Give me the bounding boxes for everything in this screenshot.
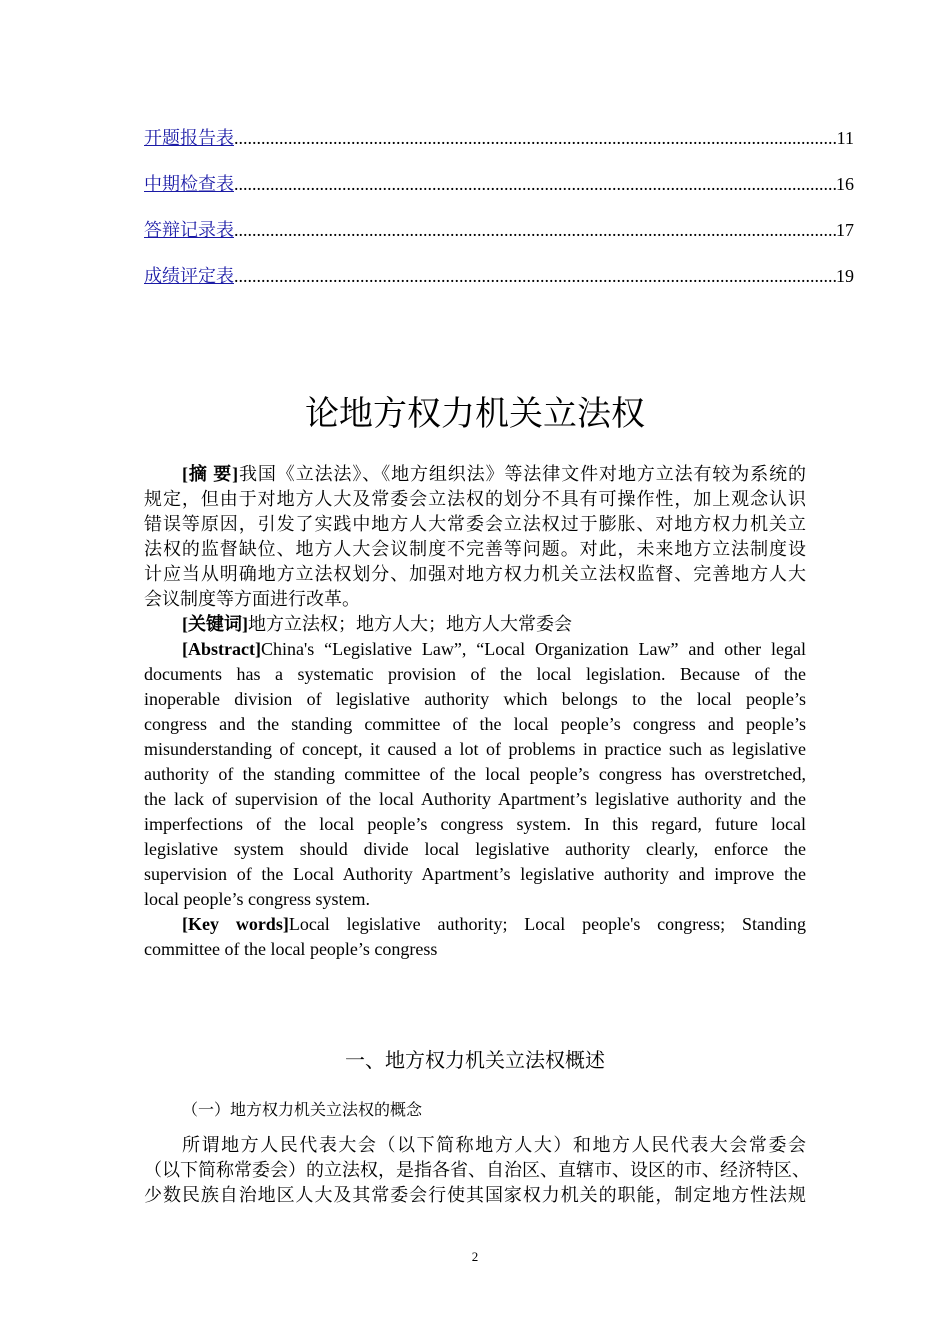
abstract-en-label: [Abstract] bbox=[182, 639, 261, 659]
abstract-en-line: congress and the standing committee of the local people’s congress and people’s bbox=[144, 714, 806, 734]
keywords-en-label: [Key words] bbox=[182, 914, 289, 934]
text: Local legislative authority; Local people's congress; Standing bbox=[288, 914, 806, 934]
abstract-cn-line: 规定，但由于对地方人大及常委会立法权的划分不具有可操作性，加上观念认识 bbox=[144, 489, 806, 509]
abstract-en-line: local people’s congress system. bbox=[144, 889, 370, 909]
abstract-cn-line: 法权的监督缺位、地方人大会议制度不完善等问题。对此，未来地方立法制度设 bbox=[144, 539, 806, 559]
keywords-cn bbox=[144, 612, 806, 637]
body-line: （以下简称常委会）的立法权，是指各省、自治区、直辖市、设区的市、经济特区、 bbox=[144, 1160, 810, 1180]
toc-leader bbox=[234, 220, 836, 241]
abstract-en-line: the lack of supervision of the local Authority Apartment’s legislative authority and the bbox=[144, 789, 806, 809]
abstract-en-line: authority of the standing committee of the local people’s congress has overstretched, bbox=[144, 764, 806, 784]
toc-entry[interactable] bbox=[144, 170, 854, 216]
toc-leader bbox=[234, 128, 837, 149]
abstract-cn-label: [摘 要] bbox=[182, 464, 239, 484]
keywords-en-line bbox=[144, 912, 806, 937]
body-line: 所谓地方人民代表大会（以下简称地方人大）和地方人民代表大会常委会 bbox=[182, 1135, 806, 1155]
text: 我国《立法法》、《地方组织法》等法律文件对地方立法有较为系统的 bbox=[238, 464, 806, 484]
section-body bbox=[144, 1133, 810, 1208]
abstract-en-line: misunderstanding of concept, it caused a lot of problems in practice such as legislative bbox=[144, 739, 806, 759]
subsection-heading: （一）地方权力机关立法权的概念 bbox=[182, 1100, 423, 1119]
keywords-cn-label: [关键词] bbox=[182, 614, 248, 634]
toc-leader bbox=[234, 266, 836, 287]
toc-link[interactable]: 开题报告表 bbox=[144, 128, 234, 148]
abstract-en-line: legislative system should divide local legislative authority clearly, enforce the bbox=[144, 839, 806, 859]
toc-leader bbox=[234, 174, 836, 195]
body-line: 少数民族自治地区人大及其常委会行使其国家权力机关的职能，制定地方性法规 bbox=[144, 1185, 806, 1205]
toc-page-number: 11 bbox=[836, 128, 854, 148]
abstract-cn-line: 计应当从明确地方立法权划分、加强对地方权力机关立法权监督、完善地方人大 bbox=[144, 564, 806, 584]
text: China's “Legislative Law”, “Local Organization Law” and other legal bbox=[260, 639, 806, 659]
abstract-en-line bbox=[144, 637, 806, 662]
toc-link[interactable]: 成绩评定表 bbox=[144, 266, 234, 286]
abstract-cn-line: 错误等原因，引发了实践中地方人大常委会立法权过于膨胀、对地方权力机关立 bbox=[144, 514, 806, 534]
page-number: 2 bbox=[471, 1249, 479, 1264]
abstract-en-line: documents has a systematic provision of the local legislation. Because of the bbox=[144, 664, 806, 684]
abstract-en-line: imperfections of the local people’s congress system. In this regard, future local bbox=[144, 814, 806, 834]
section-heading: 一、地方权力机关立法权概述 bbox=[345, 1048, 605, 1072]
toc-page-number: 16 bbox=[836, 174, 854, 194]
toc-link[interactable]: 答辩记录表 bbox=[144, 220, 234, 240]
keywords-cn-text: 地方立法权；地方人大；地方人大常委会 bbox=[248, 614, 572, 634]
toc-link[interactable]: 中期检查表 bbox=[144, 174, 234, 194]
toc-page-number: 17 bbox=[836, 220, 854, 240]
toc-entry[interactable] bbox=[144, 262, 854, 308]
toc-page-number: 19 bbox=[836, 266, 854, 286]
document-title: 论地方权力机关立法权 bbox=[305, 394, 645, 434]
abstract-cn-line: 会议制度等方面进行改革。 bbox=[144, 589, 360, 609]
toc-entry[interactable] bbox=[144, 124, 854, 170]
abstract-en-line: supervision of the Local Authority Apartment’s legislative authority and improve the bbox=[144, 864, 806, 884]
abstract-section bbox=[144, 462, 806, 962]
keywords-en-line: committee of the local people’s congress bbox=[144, 939, 438, 959]
abstract-cn-line bbox=[144, 462, 806, 487]
toc-entry[interactable] bbox=[144, 216, 854, 262]
table-of-contents bbox=[144, 124, 854, 308]
abstract-en-line: inoperable division of legislative authority which belongs to the local people’s bbox=[144, 689, 806, 709]
